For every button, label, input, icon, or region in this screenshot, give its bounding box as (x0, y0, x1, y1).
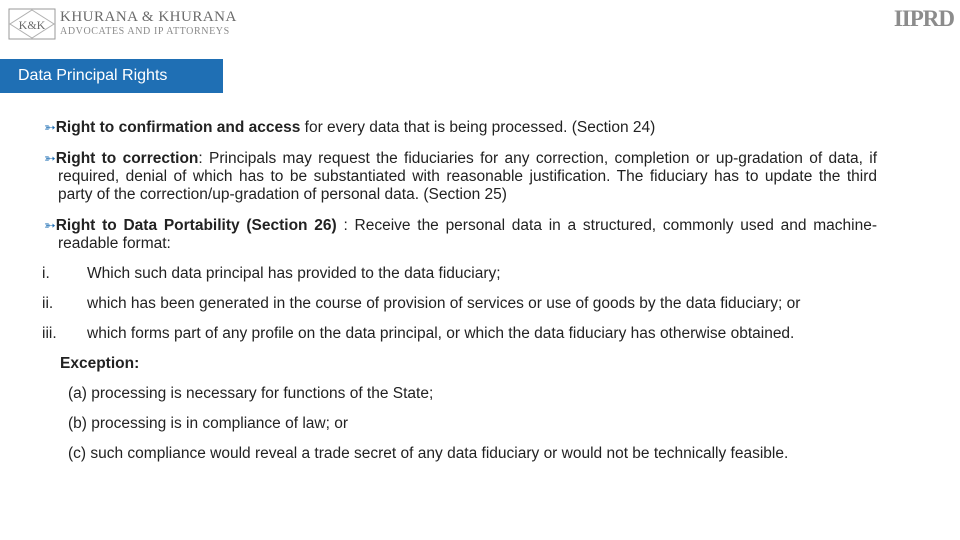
brand-tagline: ADVOCATES AND IP ATTORNEYS (60, 26, 230, 37)
brand-name: KHURANA & KHURANA (60, 9, 237, 25)
bullet-bold: Right to correction (55, 150, 199, 167)
sub-list-item (44, 325, 877, 343)
bullet-text: : Receive the personal data in a structured, commonly used and machine-readable format: (58, 217, 877, 252)
bullet-bold: Right to confirmation and access (55, 119, 301, 136)
portability-sub-list (44, 265, 877, 343)
slide-content (44, 118, 877, 475)
kk-monogram-icon (8, 8, 56, 40)
exception-item: (a) processing is necessary for functions of the State; (68, 385, 434, 402)
sub-item-text: Which such data principal has provided to the data fiduciary; (87, 265, 501, 282)
arrow-bullet-icon: ➳ (44, 150, 56, 166)
bullet-bold: Right to Data Portability (Section 26) (55, 217, 337, 234)
bullet-text: : Principals may request the fiduciaries for any correction, completion or up-gradation of data, if required, denial of which has to be substantiated with reasonable justification. The fiduciary has to update the third party of the correction/up-gradation of personal data. (Section 25) (58, 150, 878, 203)
sub-item-text: which has been generated in the course of provision of services or use of goods by the data fiduciary; or (87, 295, 801, 312)
sub-list-item (44, 295, 877, 313)
arrow-bullet-icon: ➳ (44, 217, 56, 233)
exception-item: (b) processing is in compliance of law; or (68, 415, 348, 432)
sub-item-text: which forms part of any profile on the data principal, or which the data fiduciary has otherwise obtained. (87, 325, 795, 342)
exception-title: Exception: (60, 355, 140, 372)
exception-item: (c) such compliance would reveal a trade secret of any data fiduciary or would not be technically feasible. (68, 445, 789, 462)
iiprd-logo: IIPRD (893, 6, 954, 31)
bullet-item (44, 149, 877, 204)
sub-list-item (44, 265, 877, 283)
slide-title: Data Principal Rights (18, 67, 168, 84)
khurana-logo (8, 6, 237, 40)
bullet-item (44, 216, 877, 253)
svg-text:K&K: K&K (18, 18, 46, 32)
bullet-item (44, 118, 877, 137)
sub-item-number: ii. (42, 295, 54, 312)
bullet-text: for every data that is being processed. (Section 24) (300, 119, 656, 136)
arrow-bullet-icon: ➳ (44, 119, 56, 135)
sub-item-number: i. (42, 265, 50, 282)
sub-item-number: iii. (42, 325, 57, 342)
